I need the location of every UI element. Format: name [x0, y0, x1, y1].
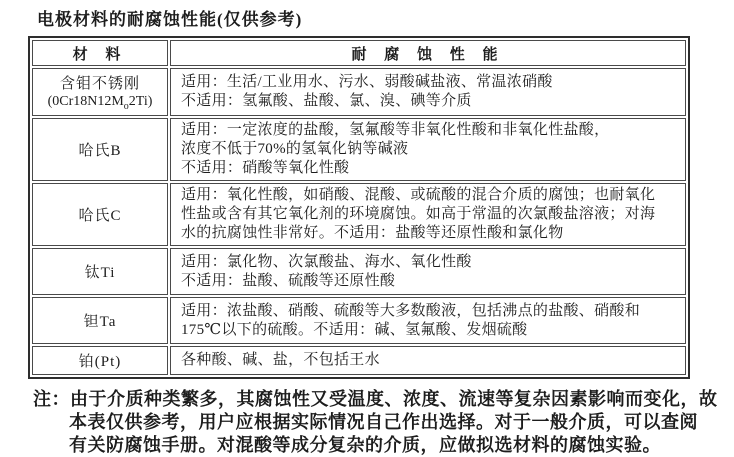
material-name: 哈氏C: [78, 208, 122, 224]
material-name: 哈氏B: [78, 143, 122, 159]
performance-line: 适用：生活/工业用水、污水、弱酸碱盐液、常温浓硝酸: [181, 74, 553, 90]
performance-line: 不适用：盐酸、硫酸等还原性酸: [181, 272, 396, 289]
corrosion-table: [28, 36, 690, 379]
table-row: [32, 346, 686, 375]
table-header-row: [32, 40, 686, 66]
performance-line: 各种酸、碱、盐，不包括王水: [181, 352, 380, 368]
performance-line: 不适用：氢氟酸、盐酸、氯、溴、碘等介质: [181, 93, 472, 109]
performance-line: 浓度不低于70%的氢氧化钠等碱液: [181, 141, 409, 157]
footnote-line: 本表仅供参考，用户应根据实际情况自己作出选择。对于一般介质，可以查阅: [69, 412, 698, 432]
material-cell: [32, 346, 168, 375]
material-formula: $(0Cr18N12M_o2Ti)$: [47, 94, 153, 112]
material-name: 铂(Pt): [78, 354, 122, 370]
material-cell: [32, 248, 168, 295]
table-row: [32, 297, 686, 344]
performance-cell: [170, 68, 686, 116]
performance-line: 性盐或含有其它氧化剂的环境腐蚀。如高于常温的次氯酸盐溶液；对海: [181, 206, 656, 222]
footnote-line: 注：由于介质种类繁多，其腐蚀性又受温度、浓度、流速等复杂因素影响而变化，故: [33, 389, 718, 409]
table-row: [32, 248, 686, 295]
material-name: 含钼不锈刚: [59, 76, 140, 93]
performance-cell: [170, 346, 686, 375]
column-header-material: 材 料: [32, 40, 168, 66]
table-row: [32, 118, 686, 181]
material-name: 钽Ta: [83, 314, 117, 330]
column-header-performance: 耐 腐 蚀 性 能: [170, 40, 686, 66]
performance-cell: [170, 248, 686, 295]
table-row: [32, 183, 686, 246]
footnote-line: 有关防腐蚀手册。对混酸等成分复杂的介质，应做拟选材料的腐蚀实验。: [69, 435, 661, 455]
performance-line: 适用：氧化性酸，如硝酸、混酸、或硫酸的混合介质的腐蚀；也耐氧化: [181, 187, 656, 203]
performance-line: 适用：浓盐酸、硝酸、硫酸等大多数酸液，包括沸点的盐酸、硝酸和: [181, 302, 641, 319]
performance-line: 水的抗腐蚀性非常好。不适用：盐酸等还原性酸和氯化物: [181, 225, 564, 241]
material-name: 钛Ti: [84, 265, 116, 281]
performance-line: 不适用：硝酸等氧化性酸: [181, 160, 350, 176]
page-title: 电极材料的耐腐蚀性能(仅供参考): [37, 10, 303, 29]
material-cell: [32, 297, 168, 344]
material-cell: [32, 118, 168, 181]
material-cell: [32, 183, 168, 246]
performance-cell: [170, 297, 686, 344]
performance-cell: [170, 183, 686, 246]
table-row: [32, 68, 686, 116]
performance-line: 适用：氯化物、次氯酸盐、海水、氧化性酸: [181, 253, 472, 270]
performance-cell: [170, 118, 686, 181]
material-cell: [32, 68, 168, 116]
performance-line: 175℃以下的硫酸。不适用：碱、氢氟酸、发烟硫酸: [181, 321, 528, 338]
performance-line: 适用：一定浓度的盐酸，氢氟酸等非氧化性酸和非氧化性盐酸，: [181, 122, 610, 138]
footnote: [33, 388, 721, 457]
